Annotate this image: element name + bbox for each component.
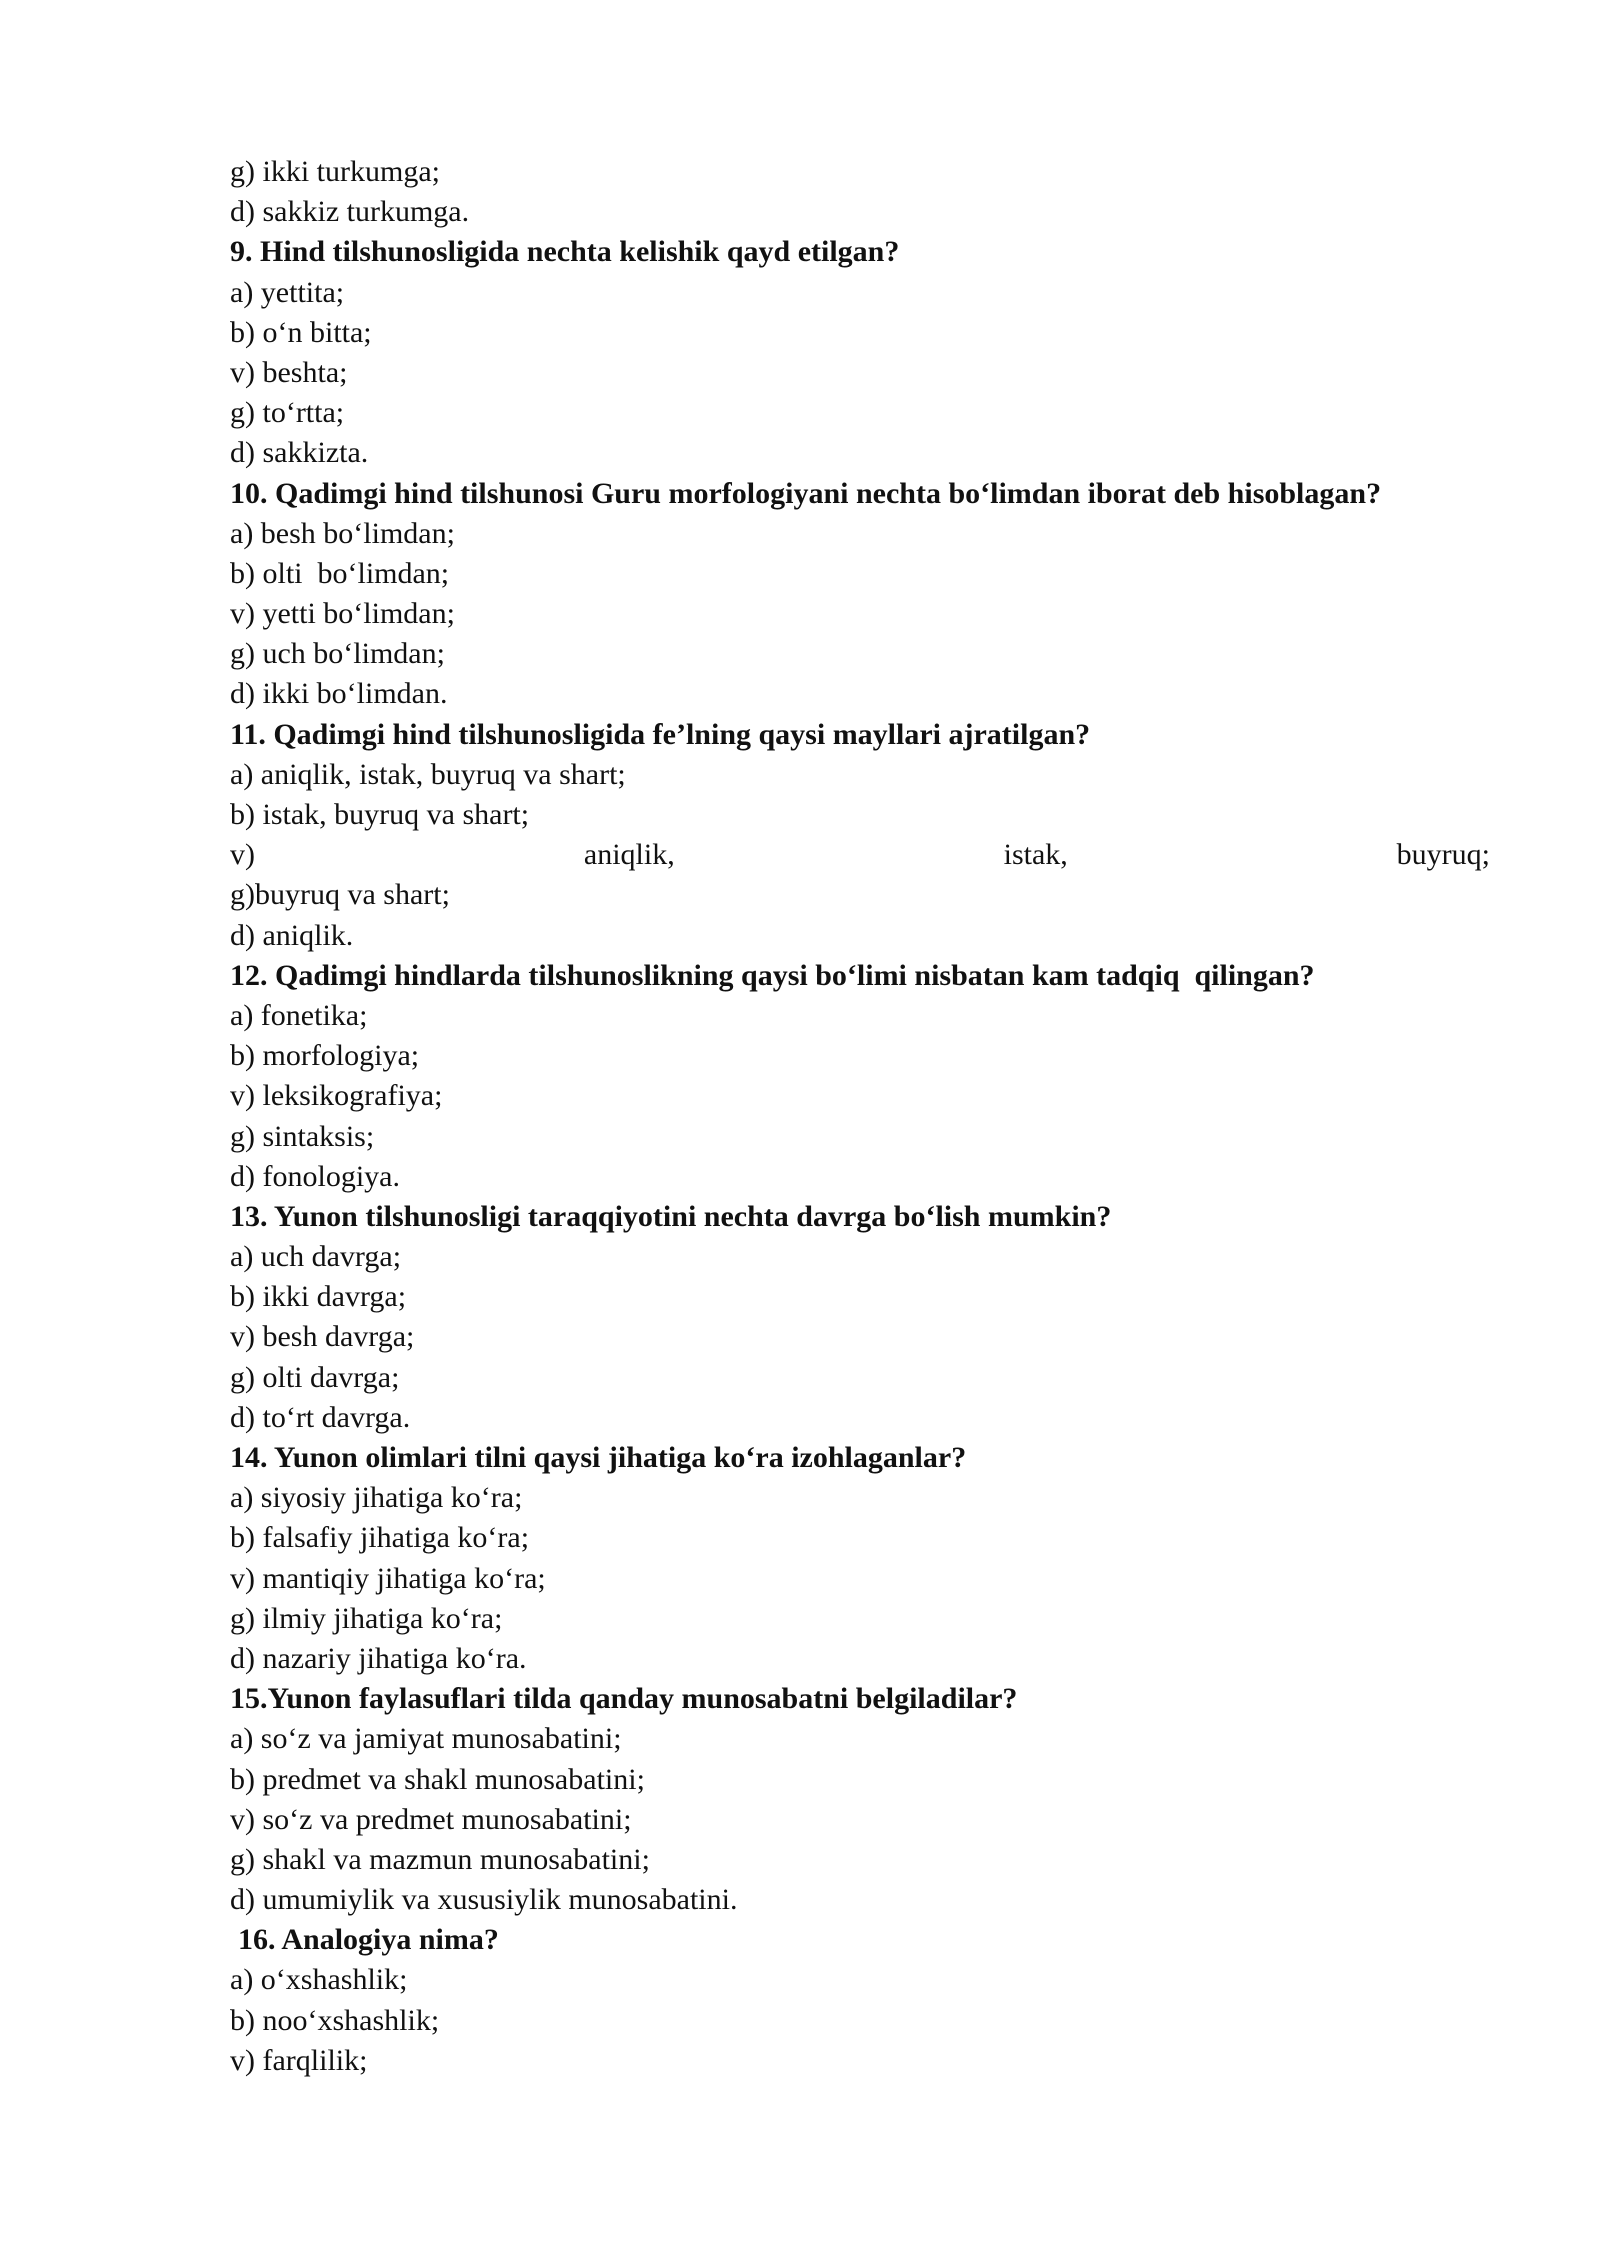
option-line: a) uch davrga;: [230, 1240, 402, 1274]
option-line: v) besh davrga;: [230, 1320, 415, 1354]
option-line: d) sakkiz turkumga.: [230, 195, 470, 229]
option-line: v) yetti bo‘limdan;: [230, 597, 455, 631]
question-16: 16. Analogiya nima?: [238, 1923, 499, 1957]
option-line: b) o‘n bitta;: [230, 315, 372, 349]
option-line: v) leksikografiya;: [230, 1079, 443, 1113]
question-14: 14. Yunon olimlari tilni qaysi jihatiga ko‘ra izohlaganlar?: [230, 1441, 967, 1474]
option-line: g) to‘rtta;: [230, 396, 345, 430]
option-line: b) istak, buyruq va shart;: [230, 798, 530, 831]
question-12: 12. Qadimgi hindlarda tilshunoslikning qaysi bo‘limi nisbatan kam tadqiq qilingan?: [230, 958, 1315, 992]
option-word: aniqlik,: [583, 838, 675, 872]
option-line: d) fonologiya.: [230, 1159, 400, 1193]
option-line: d) to‘rt davrga.: [230, 1400, 411, 1434]
option-line: g) ikki turkumga;: [230, 155, 440, 188]
option-line: v) so‘z va predmet munosabatini;: [230, 1802, 632, 1836]
option-line: b) ikki davrga;: [230, 1280, 407, 1314]
option-line: a) so‘z va jamiyat munosabatini;: [230, 1722, 622, 1756]
option-line: v) beshta;: [230, 355, 348, 389]
option-line: d) aniqlik.: [230, 918, 354, 952]
option-line: a) o‘xshashlik;: [230, 1963, 408, 1997]
option-line: a) fonetika;: [230, 998, 368, 1032]
option-line: a) besh bo‘limdan;: [230, 516, 455, 550]
option-line: v) mantiqiy jihatiga ko‘ra;: [230, 1561, 546, 1595]
question-15: 15.Yunon faylasuflari tilda qanday munosabatni belgiladilar?: [230, 1682, 1018, 1716]
option-line: d) ikki bo‘limdan.: [230, 677, 448, 711]
question-9: 9. Hind tilshunosligida nechta kelishik qayd etilgan?: [230, 235, 900, 269]
question-13: 13. Yunon tilshunosligi taraqqiyotini nechta davrga bo‘lish mumkin?: [230, 1199, 1112, 1233]
option-line: b) morfologiya;: [230, 1039, 420, 1073]
option-line: g)buyruq va shart;: [230, 878, 450, 912]
option-word: buyruq;: [1396, 838, 1490, 872]
option-line: g) ilmiy jihatiga ko‘ra;: [230, 1601, 503, 1635]
question-10: 10. Qadimgi hind tilshunosi Guru morfologiyani nechta bo‘limdan iborat deb hisoblagan?: [230, 476, 1382, 510]
option-line: b) predmet va shakl munosabatini;: [230, 1762, 645, 1796]
option-line: a) aniqlik, istak, buyruq va shart;: [230, 757, 626, 791]
option-line: v) farqlilik;: [230, 2043, 368, 2077]
option-line: d) umumiylik va xususiylik munosabatini.: [230, 1883, 738, 1917]
option-line: g) uch bo‘limdan;: [230, 637, 445, 671]
question-11: 11. Qadimgi hind tilshunosligida fe’lning qaysi mayllari ajratilgan?: [230, 717, 1091, 751]
option-line: d) sakkizta.: [230, 436, 369, 470]
option-line: a) siyosiy jihatiga ko‘ra;: [230, 1481, 523, 1515]
option-line: b) olti bo‘limdan;: [230, 556, 450, 590]
option-line-justified: [230, 835, 1490, 875]
option-line: b) falsafiy jihatiga ko‘ra;: [230, 1521, 530, 1555]
option-line: b) noo‘xshashlik;: [230, 2003, 440, 2037]
option-line: a) yettita;: [230, 275, 345, 309]
option-line: d) nazariy jihatiga ko‘ra.: [230, 1641, 527, 1675]
option-line: g) shakl va mazmun munosabatini;: [230, 1842, 650, 1876]
document-page: [230, 152, 1490, 2081]
option-word: istak,: [1003, 838, 1068, 872]
option-word: v): [230, 838, 255, 872]
option-line: g) sintaksis;: [230, 1119, 375, 1153]
option-line: g) olti davrga;: [230, 1360, 400, 1394]
